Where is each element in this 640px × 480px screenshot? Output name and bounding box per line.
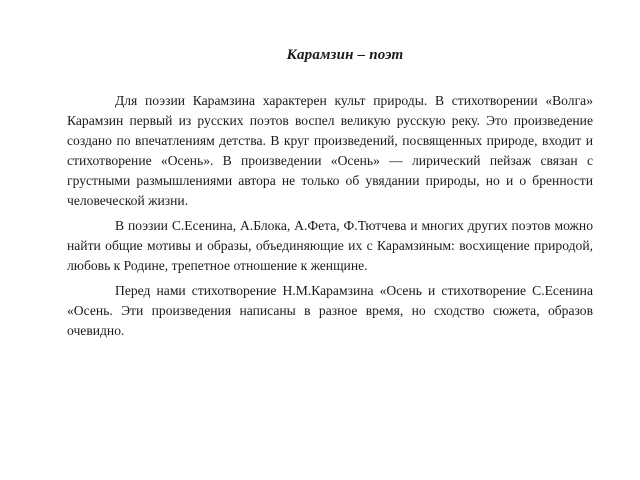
page-title: Карамзин – поэт — [286, 47, 404, 63]
paragraph-karamzin-nature: Для поэзии Карамзина характерен культ природы. В стихотворении «Волга» Карамзин первый из русских поэтов воспел великую русскую реку. Это произведение создано по впечатлениям детства. В круг произведений, посвященных природе, входит и стихотворение «Осень». В произведении «Осень» — лирический пейзаж связан с грустными размышлениями автора не только об увядании природы, но и о бренности человеческой жизни. — [67, 93, 593, 208]
document-body — [67, 91, 593, 346]
paragraph-common-motifs: В поэзии С.Есенина, А.Блока, А.Фета, Ф.Тютчева и многих других поэтов можно найти общие мотивы и образы, объединяющие их с Карамзиным: восхищение природой, любовь к Родине, трепетное отношение к женщине. — [67, 218, 593, 273]
paragraph-autumn-poems: Перед нами стихотворение Н.М.Карамзина «Осень и стихотворение С.Есенина «Осень. Эти произведения написаны в разное время, но сходство сюжета, образов очевидно. — [67, 283, 593, 338]
